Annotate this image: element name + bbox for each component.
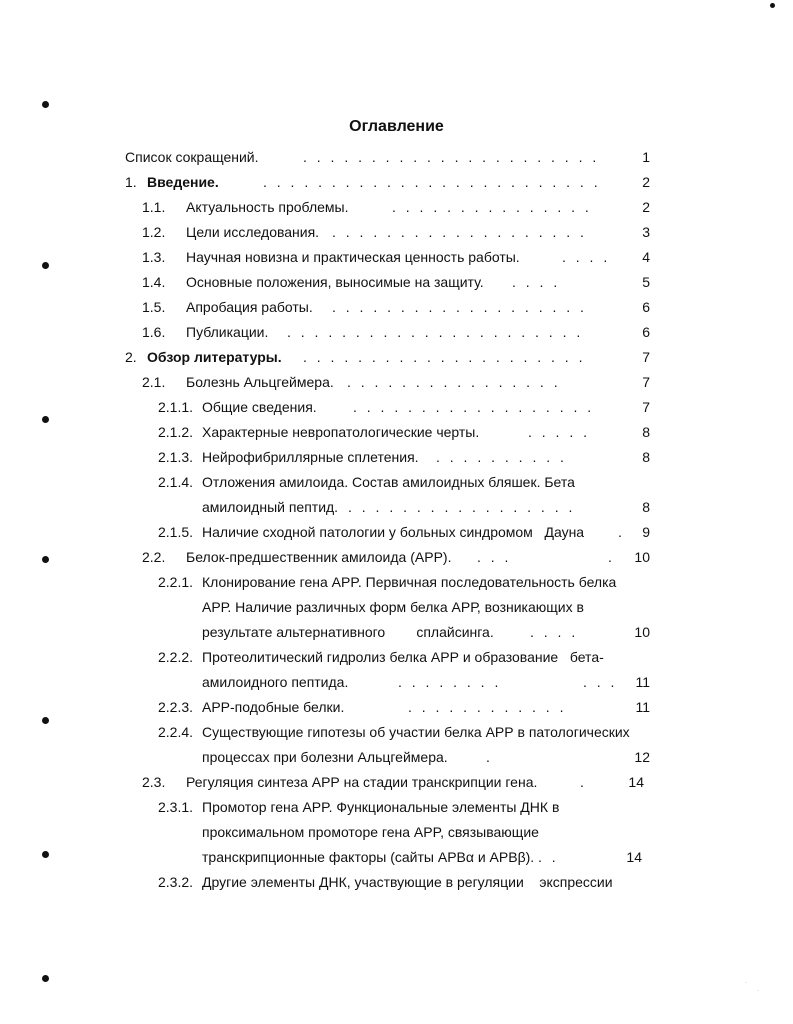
toc-entry (142, 196, 650, 218)
toc-entry-page: 10 (634, 549, 650, 565)
dot-leader: . . . (583, 674, 618, 690)
toc-entry (142, 246, 650, 268)
toc-entry-text: Обзор литературы. (147, 349, 282, 365)
toc-entry-page: 1 (642, 149, 650, 165)
toc-entry (158, 796, 650, 818)
binder-hole-dot (42, 717, 49, 724)
dot-leader: . . . . . . . . . . . . . . . . . . . (332, 299, 587, 315)
dot-leader: . . . . . . . . (398, 674, 502, 690)
toc-entry (142, 221, 650, 243)
dot-leader: . . . . . . . . . . . . (408, 699, 567, 715)
toc-entry (158, 821, 650, 843)
dot-leader: . . . (477, 549, 512, 565)
toc-entry (158, 696, 650, 718)
toc-entry-text: Введение. (147, 174, 219, 190)
toc-entry-page: 10 (634, 624, 650, 640)
toc-entry-page: 7 (642, 399, 650, 415)
toc-entry-page: 5 (642, 274, 650, 290)
toc-entry (158, 871, 650, 893)
toc-entry-text: Отложения амилоида. Состав амилоидных бляшек. Бета (202, 474, 575, 490)
toc-entry-text: Актуальность проблемы. (186, 199, 349, 215)
toc-entry (158, 846, 650, 868)
dot-leader: . . . . (530, 624, 579, 640)
toc-entry-text: Общие сведения. (202, 399, 317, 415)
toc-entry-page: 11 (635, 699, 650, 715)
toc-entry-page: 14 (628, 774, 644, 790)
toc-entry-page: 9 (642, 524, 650, 540)
dot-leader: . . . . (512, 274, 561, 290)
toc-entry-text: Другие элементы ДНК, участвующие в регуляции экспрессии (202, 874, 613, 890)
binder-hole-dot (42, 416, 49, 423)
toc-entry-text: транскрипционные факторы (сайты APBα и APBβ). (202, 849, 535, 865)
dot-leader: . (486, 749, 493, 765)
toc-entry-text: Апробация работы. (186, 299, 313, 315)
toc-entry-page: 8 (642, 499, 650, 515)
toc-entry (125, 146, 650, 168)
toc-entry-page: 7 (642, 374, 650, 390)
toc-entry-number: 1.2. (142, 224, 166, 240)
toc-entry (158, 396, 650, 418)
scan-speck: · (745, 980, 747, 986)
toc-entry-text: Основные положения, выносимые на защиту. (186, 274, 484, 290)
toc-entry (125, 171, 650, 193)
toc-entry-text: Список сокращений. (125, 149, 259, 165)
toc-entry-number: 2.2.2. (158, 649, 194, 665)
toc-entry-text: Протеолитический гидролиз белка АРР и образование бета- (202, 649, 604, 665)
toc-entry-number: 2.2.4. (158, 724, 194, 740)
corner-speck (770, 3, 775, 8)
toc-entry-text: Наличие сходной патологии у больных синдромом Дауна (202, 524, 585, 540)
toc-entry-number: 2.2. (142, 549, 166, 565)
toc-entry (142, 546, 650, 568)
toc-entry-text: результате альтернативного сплайсинга. (202, 624, 494, 640)
toc-entry-page: 12 (634, 749, 650, 765)
toc-entry-number: 2.1.5. (158, 524, 194, 540)
toc-entry (142, 296, 650, 318)
toc-entry (158, 746, 650, 768)
dot-leader: . . . . . . . . . . . . . . . . . . . . . . (303, 149, 600, 165)
toc-entry (142, 321, 650, 343)
toc-entry (158, 471, 650, 493)
toc-entry (158, 521, 650, 543)
toc-entry-text: Болезнь Альцгеймера. (186, 374, 334, 390)
toc-entry-number: 2.1.1. (158, 399, 194, 415)
binder-hole-dot (42, 262, 49, 269)
binder-hole-dot (42, 556, 49, 563)
toc-entry (158, 621, 650, 643)
toc-entry-text: Белок-предшественник амилоида (АРР). (186, 549, 452, 565)
binder-hole-dot (42, 975, 49, 982)
scan-speck: · (757, 988, 759, 994)
toc-entry-number: 2. (125, 349, 137, 365)
toc-entry-number: 2.3. (142, 774, 166, 790)
dot-leader: . . . . . (528, 424, 591, 440)
dot-leader: . . . . (562, 249, 611, 265)
toc-entry (158, 671, 650, 693)
toc-entry-page: 8 (642, 449, 650, 465)
toc-entry (142, 371, 650, 393)
toc-entry-number: 2.2.3. (158, 699, 194, 715)
toc-entry-number: 2.1.4. (158, 474, 194, 490)
toc-entry-number: 2.2.1. (158, 574, 194, 590)
dot-leader: . (580, 774, 587, 790)
toc-entry-page: 7 (642, 349, 650, 365)
toc-entry-number: 2.1. (142, 374, 166, 390)
toc-entry (158, 571, 650, 593)
toc-entry (142, 771, 650, 793)
toc-entry (142, 271, 650, 293)
toc-entry-text: Научная новизна и практическая ценность работы. (186, 249, 520, 265)
toc-entry (158, 721, 663, 743)
toc-entry-text: АРР-подобные белки. (202, 699, 345, 715)
dot-leader: . . . . . . . . . . . . . . . . . . . . . (303, 349, 586, 365)
toc-entry-text: Регуляция синтеза АРР на стадии транскрипции гена. (186, 774, 538, 790)
dot-leader: . . . . . . . . . . (436, 449, 567, 465)
toc-entry-number: 1.5. (142, 299, 166, 315)
dot-leader: . . . . . . . . . . . . . . . . (347, 374, 561, 390)
dot-leader: . . . . . . . . . . . . . . . . . . . . . . . . . (263, 174, 601, 190)
dot-leader: . . . . . . . . . . . . . . . . . . . (332, 224, 587, 240)
toc-entry-text: процессах при болезни Альцгеймера. (202, 749, 448, 765)
toc-entry-page: 2 (642, 199, 650, 215)
toc-entry-number: 2.1.2. (158, 424, 194, 440)
toc-entry-text: Цели исследования. (186, 224, 320, 240)
toc-entry-page: 2 (642, 174, 650, 190)
dot-leader: . (618, 524, 625, 540)
toc-entry-text: Клонирование гена APP. Первичная последовательность белка (202, 574, 617, 590)
toc-entry-page: 3 (642, 224, 650, 240)
toc-entry-text: Промотор гена APP. Функциональные элементы ДНК в (202, 799, 560, 815)
toc-entry-text: АРР. Наличие различных форм белка АРР, возникающих в (202, 599, 584, 615)
binder-hole-dot (42, 851, 49, 858)
toc-entry-number: 1.4. (142, 274, 166, 290)
toc-entry-page: 6 (642, 324, 650, 340)
dot-leader: . . . . . . . . . . . . . . . (392, 199, 592, 215)
toc-entry-text: проксимальном промоторе гена APP, связывающие (202, 824, 539, 840)
toc-entry-number: 2.3.2. (158, 874, 194, 890)
toc-entry-page: 8 (642, 424, 650, 440)
toc-entry-text: амилоидного пептида. (202, 674, 349, 690)
toc-entry-page: 14 (626, 849, 642, 865)
toc-entry-page: 11 (635, 674, 650, 690)
toc-entry-text: Характерные невропатологические черты. (202, 424, 480, 440)
toc-entry (158, 596, 650, 618)
binder-hole-dot (42, 101, 49, 108)
toc-entry-page: 4 (642, 249, 650, 265)
dot-leader: . . . . . . . . . . . . . . . . . . . . . . (287, 324, 584, 340)
toc-entry-number: 2.1.3. (158, 449, 194, 465)
toc-entry-number: 1. (125, 174, 137, 190)
dot-leader: . . (538, 849, 559, 865)
toc-entry-page: 6 (642, 299, 650, 315)
toc-entry-text: Существующие гипотезы об участии белка АРР в патологических (202, 724, 630, 740)
toc-title: Оглавление (349, 118, 444, 135)
toc-entry (158, 446, 650, 468)
toc-entry-text: Нейрофибриллярные сплетения. (202, 449, 419, 465)
dot-leader: . . . . . . . . . . . . . . . . . . (353, 399, 595, 415)
toc-entry-number: 2.3.1. (158, 799, 194, 815)
toc-entry (158, 421, 650, 443)
dot-leader: . . . . . . . . . . . . . . . . . (348, 499, 576, 515)
toc-entry-number: 1.6. (142, 324, 166, 340)
toc-entry-number: 1.1. (142, 199, 166, 215)
toc-entry-text: Публикации. (186, 324, 269, 340)
toc-entry (158, 646, 650, 668)
toc-entry-text: амилоидный пептид. (202, 499, 339, 515)
dot-leader: . (608, 549, 615, 565)
toc-entry-number: 1.3. (142, 249, 166, 265)
toc-entry (125, 346, 650, 368)
toc-entry (158, 496, 650, 518)
